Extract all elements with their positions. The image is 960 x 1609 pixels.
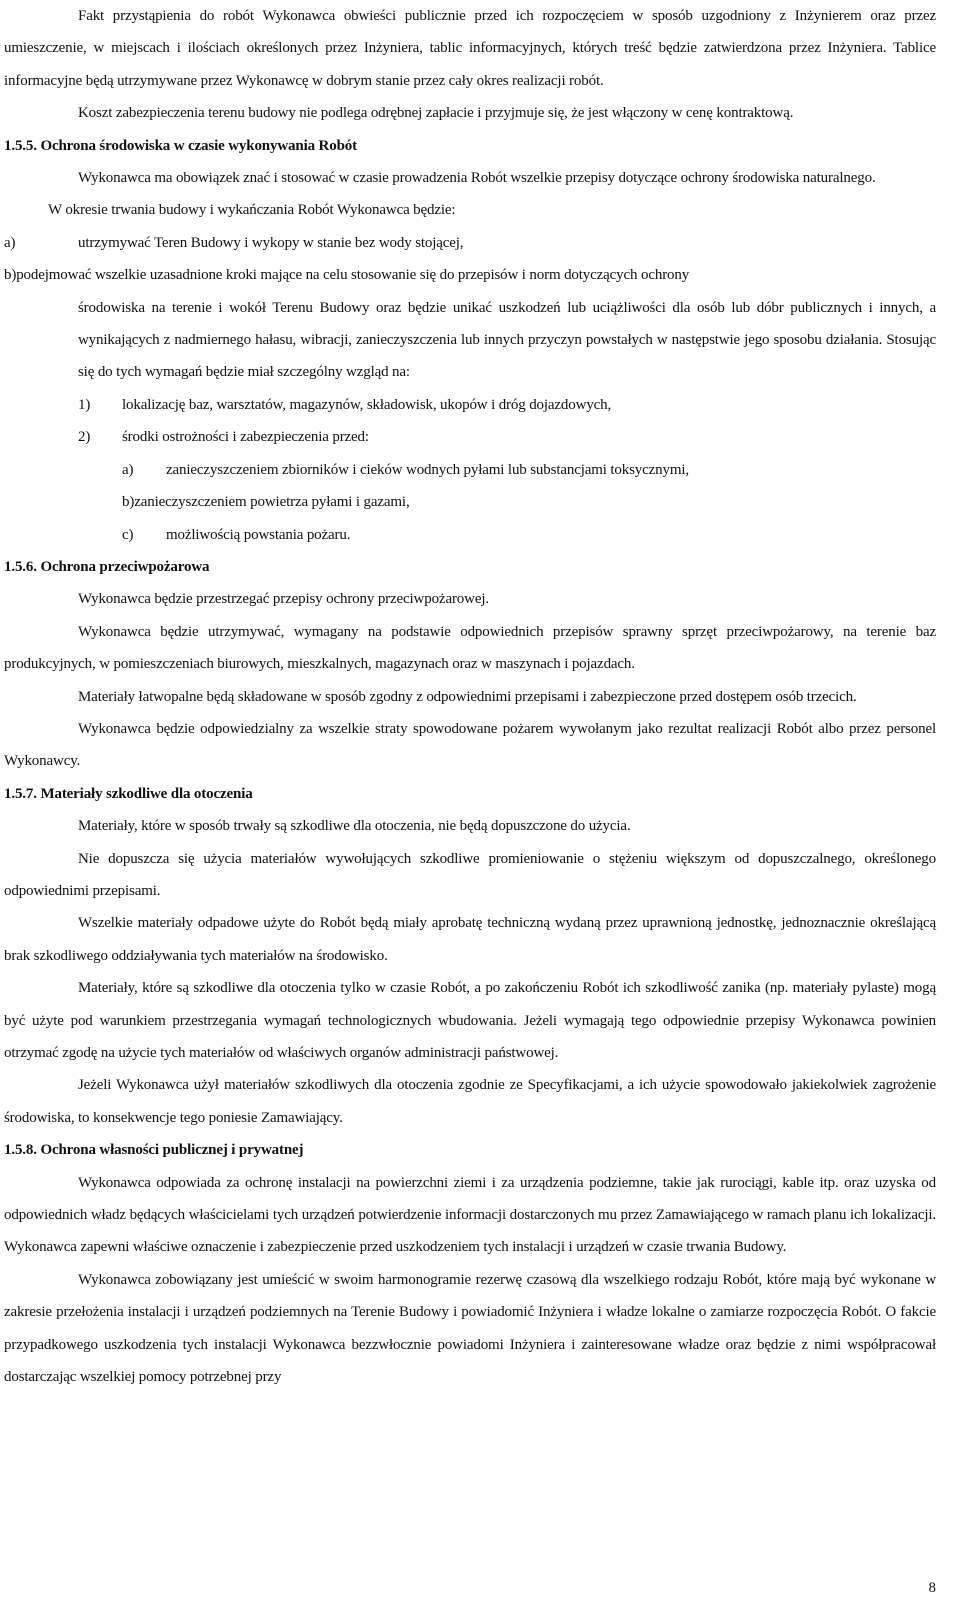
- section-title: Ochrona własności publicznej i prywatnej: [40, 1142, 304, 1159]
- list-continuation: środowiska na terenie i wokół Terenu Budowy oraz będzie unikać uszkodzeń lub uciążliwości dla osób lub dóbr publicznych i innych, a wynikających z nadmiernego hałasu, wibracji, zanieczyszczenia lub innych przyczyn powstałych w następstwie jego sposobu działania. Stosując się do tych wymagań będzie miał szczególny wzgląd na:: [78, 299, 936, 381]
- section-heading: [4, 778, 936, 810]
- paragraph: Wykonawca będzie przestrzegać przepisy ochrony przeciwpożarowej.: [78, 591, 489, 608]
- item-label: a): [122, 461, 134, 478]
- sub-item: [122, 454, 936, 486]
- paragraph: Wykonawca zobowiązany jest umieścić w swoim harmonogramie rezerwę czasową dla wszelkiego rodzaju Robót, które mają być wykonane w zakresie przełożenia instalacji i urządzeń podziemnych na Terenie Budowy i powiadomić Inżyniera i władze lokalne o zamiarze rozpoczęcia Robót. O fakcie przypadkowego uszkodzenia tych instalacji Wykonawca bezzwłocznie powiadomi Inżyniera i zainteresowane władze oraz będzie z nimi współpracował dostarczając wszelkiej pomocy potrzebnej przy: [4, 1271, 936, 1386]
- section-title: Ochrona przeciwpożarowa: [40, 558, 210, 575]
- list-label: b): [4, 267, 17, 284]
- item-label: c): [122, 526, 134, 543]
- list-item: [4, 259, 936, 389]
- item-text: zanieczyszczeniem zbiorników i cieków wodnych pyłami lub substancjami toksycznymi,: [166, 461, 689, 478]
- document-page: [4, 0, 936, 1393]
- section-title: Ochrona środowiska w czasie wykonywania Robót: [40, 137, 357, 154]
- item-label: b): [122, 494, 135, 511]
- sub-item: [122, 486, 936, 518]
- item-text: zanieczyszczeniem powietrza pyłami i gazami,: [134, 494, 410, 511]
- list-item: [4, 227, 936, 259]
- paragraph: Wykonawca ma obowiązek znać i stosować w czasie prowadzenia Robót wszelkie przepisy dotyczące ochrony środowiska naturalnego.: [78, 170, 876, 187]
- list-text: utrzymywać Teren Budowy i wykopy w stanie bez wody stojącej,: [78, 234, 464, 251]
- section-number: 1.5.8.: [4, 1142, 37, 1159]
- paragraph: Materiały łatwopalne będą składowane w sposób zgodny z odpowiednimi przepisami i zabezpieczone przed dostępem osób trzecich.: [78, 688, 857, 705]
- section-heading: [4, 551, 936, 583]
- item-text: lokalizację baz, warsztatów, magazynów, składowisk, ukopów i dróg dojazdowych,: [122, 396, 612, 413]
- paragraph: Nie dopuszcza się użycia materiałów wywołujących szkodliwe promieniowanie o stężeniu większym od dopuszczalnego, określonego odpowiednimi przepisami.: [4, 850, 936, 899]
- paragraph: Koszt zabezpieczenia terenu budowy nie podlega odrębnej zapłacie i przyjmuje się, że jest włączony w cenę kontraktową.: [78, 105, 794, 122]
- paragraph: Materiały, które w sposób trwały są szkodliwe dla otoczenia, nie będą dopuszczone do użycia.: [78, 818, 631, 835]
- section-number: 1.5.6.: [4, 558, 37, 575]
- section-heading: [4, 1134, 936, 1166]
- section-number: 1.5.5.: [4, 137, 37, 154]
- list-label: a): [4, 234, 16, 251]
- item-label: 2): [78, 429, 91, 446]
- list-first-line: [4, 259, 936, 291]
- section-heading: [4, 130, 936, 162]
- paragraph: Materiały, które są szkodliwe dla otoczenia tylko w czasie Robót, a po zakończeniu Robót ich szkodliwość zanika (np. materiały pylaste) mogą być użyte pod warunkiem przestrzegania wymagań technologicznych wbudowania. Jeżeli wymagają tego odpowiednie przepisy Wykonawca powinien otrzymać zgodę na użycie tych materiałów od właściwych organów administracji państwowej.: [4, 980, 936, 1061]
- paragraph: Wykonawca odpowiada za ochronę instalacji na powierzchni ziemi i za urządzenia podziemne, takie jak rurociągi, kable itp. oraz uzyska od odpowiednich władz będących właścicielami tych urządzeń potwierdzenie informacji dostarczonych mu przez Zamawiającego w ramach planu ich lokalizacji. Wykonawca zapewni właściwe oznaczenie i zabezpieczenie przed uszkodzeniem tych instalacji i urządzeń w czasie trwania Budowy.: [4, 1174, 936, 1256]
- sub-item: [122, 519, 936, 551]
- numbered-item: [78, 389, 936, 421]
- page-number: 8: [928, 1580, 936, 1596]
- paragraph: Wykonawca będzie odpowiedzialny za wszelkie straty spowodowane pożarem wywołanym jako rezultat realizacji Robót albo przez personel Wykonawcy.: [4, 720, 936, 770]
- section-number: 1.5.7.: [4, 785, 37, 802]
- list-text: podejmować wszelkie uzasadnione kroki mające na celu stosowanie się do przepisów i norm dotyczących ochrony: [16, 267, 690, 284]
- paragraph: W okresie trwania budowy i wykańczania Robót Wykonawca będzie:: [48, 202, 456, 219]
- section-title: Materiały szkodliwe dla otoczenia: [40, 785, 253, 802]
- paragraph: Fakt przystąpienia do robót Wykonawca obwieści publicznie przed ich rozpoczęciem w sposób uzgodniony z Inżynierem oraz przez umieszczenie, w miejscach i ilościach określonych przez Inżyniera, tablic informacyjnych, których treść będzie zatwierdzona przez Inżyniera. Tablice informacyjne będą utrzymywane przez Wykonawcę w dobrym stanie przez cały okres realizacji robót.: [4, 8, 936, 89]
- item-label: 1): [78, 396, 91, 413]
- paragraph: Wykonawca będzie utrzymywać, wymagany na podstawie odpowiednich przepisów sprawny sprzęt przeciwpożarowy, na terenie baz produkcyjnych, w pomieszczeniach biurowych, mieszkalnych, magazynach oraz w maszynach i pojazdach.: [4, 623, 936, 673]
- numbered-item: [78, 421, 936, 453]
- item-text: możliwością powstania pożaru.: [166, 526, 351, 543]
- paragraph: Jeżeli Wykonawca użył materiałów szkodliwych dla otoczenia zgodnie ze Specyfikacjami, a ich użycie spowodowało jakiekolwiek zagrożenie środowiska, to konsekwencje tego poniesie Zamawiający.: [4, 1077, 936, 1126]
- item-text: środki ostrożności i zabezpieczenia przed:: [122, 429, 369, 446]
- paragraph: Wszelkie materiały odpadowe użyte do Robót będą miały aprobatę techniczną wydaną przez uprawnioną jednostkę, jednoznacznie określającą brak szkodliwego oddziaływania tych materiałów na środowisko.: [4, 915, 936, 964]
